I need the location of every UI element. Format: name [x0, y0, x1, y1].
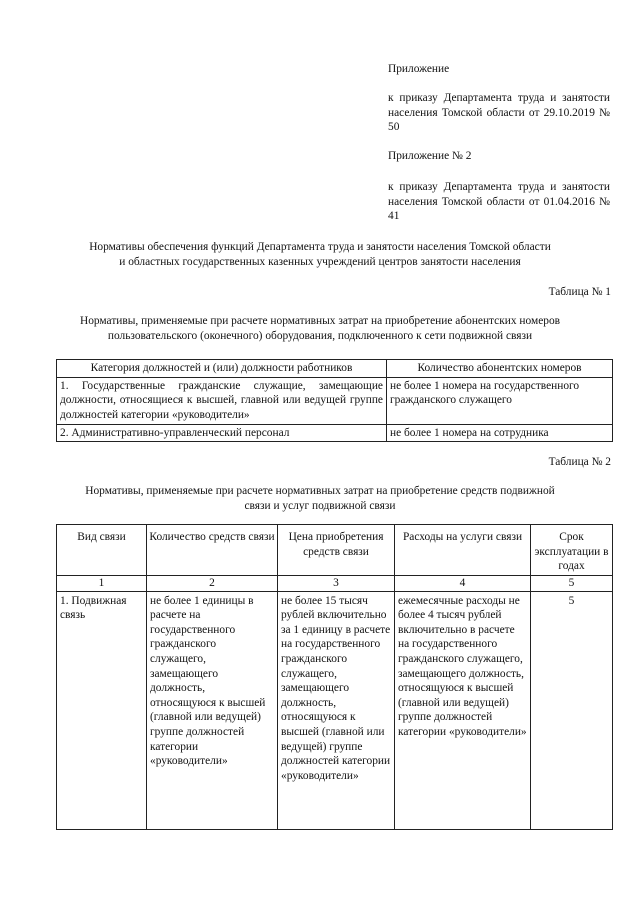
table1	[56, 359, 613, 442]
table2	[56, 524, 613, 830]
table2-cell-type: 1. Подвижная связь	[57, 591, 147, 829]
table2-header-type: Вид связи	[57, 525, 147, 576]
table1-header-count: Количество абонентских номеров	[387, 360, 613, 378]
appendix2-text: к приказу Департамента труда и занятости населения Томской области от 01.04.2016 № 41	[388, 181, 610, 223]
table2-title-line2: связи и услуг подвижной связи	[244, 499, 396, 512]
table2-cell-quantity: не более 1 единицы в расчете на государственного гражданского служащего, замещающего должность, относящуюся к высшей (главной или ведущей) группе должностей категории «руководители»	[147, 591, 278, 829]
table1-header-row	[57, 360, 613, 378]
table-row	[57, 424, 613, 442]
table1-header-category: Категория должностей и (или) должности работников	[57, 360, 387, 378]
table1-cell-count: не более 1 номера на государственного гражданского служащего	[387, 377, 613, 424]
table-row	[57, 591, 613, 829]
table2-header-quantity: Количество средств связи	[147, 525, 278, 576]
table1-cell-category: 2. Административно-управленческий персонал	[57, 424, 387, 442]
table2-header-term: Срок эксплуатации в годах	[531, 525, 613, 576]
table2-col-number: 5	[531, 576, 613, 592]
table2-header-expenses: Расходы на услуги связи	[395, 525, 531, 576]
table1-title-line1: Нормативы, применяемые при расчете нормативных затрат на приобретение абонентских номеров	[79, 315, 561, 327]
table2-col-number: 3	[278, 576, 395, 592]
table1-cell-category: 1. Государственные гражданские служащие, замещающие должности, относящиеся к высшей, главной или ведущей группе должностей категории «руководители»	[57, 377, 387, 424]
table2-number-row	[57, 576, 613, 592]
table2-cell-expenses: ежемесячные расходы не более 4 тысяч рублей включительно в расчете на государственного гражданского служащего, замещающего должность, относящуюся к высшей (главной или ведущей) группе должностей категории «руководители»	[395, 591, 531, 829]
table2-cell-term: 5	[531, 591, 613, 829]
appendix-title: Приложение	[388, 63, 450, 75]
table1-cell-count: не более 1 номера на сотрудника	[387, 424, 613, 442]
table2-title-line1: Нормативы, применяемые при расчете нормативных затрат на приобретение средств подвижной	[85, 485, 555, 497]
table2-cell-price: не более 15 тысяч рублей включительно за 1 единицу в расчете на государственного гражданского служащего, замещающего должность, относящуюся к высшей (главной или ведущей) группе должностей категории «руководители»	[278, 591, 395, 829]
appendix2-title: Приложение № 2	[388, 150, 472, 162]
table2-col-number: 2	[147, 576, 278, 592]
table2-title	[20, 484, 620, 513]
table2-label: Таблица № 2	[548, 456, 611, 468]
table2-header-row	[57, 525, 613, 576]
document-title	[20, 240, 620, 269]
document-title-line2: и областных государственных казенных учреждений центров занятости населения	[119, 255, 521, 268]
table2-header-price: Цена приобретения средств связи	[278, 525, 395, 576]
table1-title-line2: пользовательского (оконечного) оборудования, подключенного к сети подвижной связи	[107, 329, 533, 342]
table2-col-number: 1	[57, 576, 147, 592]
table1-label: Таблица № 1	[548, 286, 611, 298]
document-title-line1: Нормативы обеспечения функций Департамента труда и занятости населения Томской области	[89, 241, 551, 253]
appendix-text: к приказу Департамента труда и занятости населения Томской области от 29.10.2019 № 50	[388, 92, 610, 134]
table1-title	[20, 314, 620, 343]
table2-col-number: 4	[395, 576, 531, 592]
table-row	[57, 377, 613, 424]
